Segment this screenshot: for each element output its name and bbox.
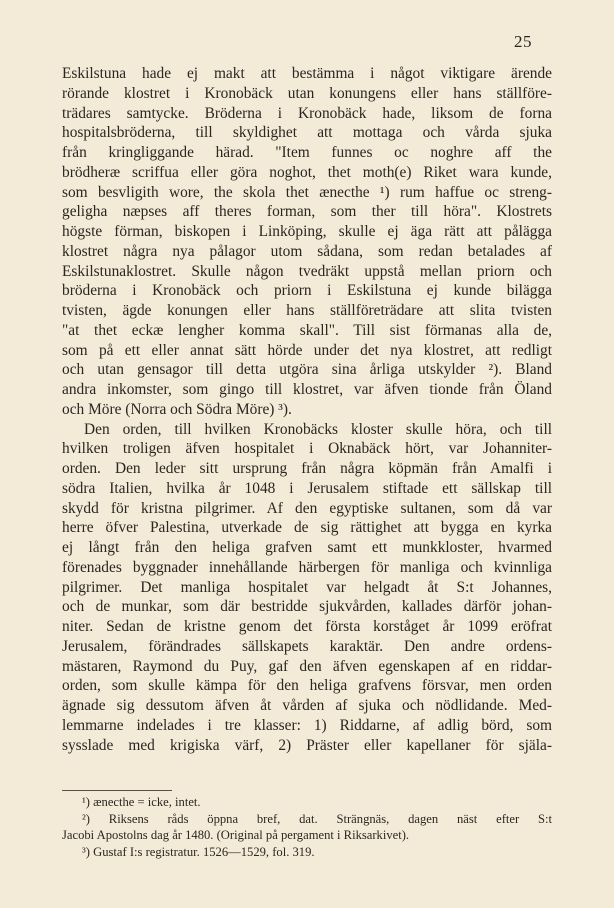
text-line: lemmarne indelades i tre klasser: 1) Riddarne, af adlig börd, som [62,716,552,734]
footnote-line: ¹) ænecthe = icke, intet. [82,795,201,809]
text-line: geligha næpses aff theres forman, som ther till höra". Klostrets [62,203,552,221]
text-line: Eskilstunaklostret. Skulle någon tvedräkt uppstå mellan priorn och [62,262,552,280]
text-line: rörande klostret i Kronobäck utan konungens eller hans ställföre- [62,84,552,102]
text-line: som på ett eller annat sätt hörde under det nya klostret, att redligt [62,341,552,359]
text-line: och Möre (Norra och Södra Möre) ³). [62,400,292,418]
text-line: mästaren, Raymond du Puy, gaf den äfven egenskapen af en riddar- [62,657,552,675]
text-line: "at thet eckæ lengher komma skall". Till sist förmanas alla de, [62,321,552,339]
text-line: högste förman, biskopen i Linköping, skulle ej äga rätt att pålägga [62,223,552,240]
text-line: orden, som skulle kämpa för den heliga grafvens försvar, men orden [62,677,552,695]
footnote-line: ³) Gustaf I:s registratur. 1526—1529, fol. 319. [82,844,315,859]
body-text [62,64,552,755]
text-line: trädares samtycke. Bröderna i Kronobäck hade, liksom de forna [62,104,552,122]
text-line: från kringliggande härad. "Item funnes oc noghre aff the [62,144,552,161]
text-line: tvisten, ägde konungen eller hans ställföreträdare att slita tvisten [62,302,552,319]
footnote-line: Jacobi Apostolns dag år 1480. (Original på pergament i Riksarkivet). [62,828,410,843]
text-line: skydd för kristna pilgrimer. Af den egyptiske sultanen, som då var [62,499,552,517]
text-line: ej långt från den heliga grafven samt ett munkkloster, hvarmed [62,539,552,556]
text-line: andra inkomster, som gingo till klostret, var äfven tionde från Öland [62,381,552,398]
text-line: som besvligith wore, the skola thet ænecthe ¹) rum haffue oc streng- [62,183,552,201]
text-line: södra Italien, hvilka år 1048 i Jerusalem stiftade ett sällskap till [62,479,552,497]
text-line: ägnade sig dessutom äfven åt vården af sjuka och nödlidande. Med- [62,697,552,714]
text-line: hvilken troligen äfven hospitalet i Oknabäck hört, var Johanniter- [62,440,552,458]
text-line: brödheræ scriffua eller göra noghot, thet moth(e) Riket wara kunde, [62,163,552,181]
footnotes [62,794,552,860]
text-line: herre öfver Palestina, utverkade de sig rättighet att bygga en kyrka [62,519,552,537]
text-line: klostret några nya pålagor utom sådana, som redan betalades af [62,242,552,260]
text-line: pilgrimer. Det manliga hospitalet var helgadt åt S:t Johannes, [62,578,552,596]
text-line: hospitalsbröderna, till skyldighet att mottaga och vårda sjuka [62,124,552,142]
text-line: och utan gensagor till detta utgöra sina årliga utskylder ²). Bland [62,361,552,379]
text-line: Eskilstuna hade ej makt att bestämma i något viktigare ärende [62,65,552,82]
page-number: 25 [514,32,532,51]
text-line: Den orden, till hvilken Kronobäcks kloster skulle höra, och till [84,420,552,438]
text-line: niter. Sedan de kristne genom det första korståget år 1099 eröfrat [62,618,552,635]
text-line: förenades byggnader innehållande härbergen för manliga och kvinnliga [62,558,552,576]
text-line: orden. Den leder sitt ursprung från några köpmän från Amalfi i [62,460,552,477]
text-line: bröderna i Kronobäck och priorn i Eskilstuna ej kunde bilägga [62,282,552,300]
text-line: Jerusalem, förändrades sällskapets karaktär. Den andre ordens- [62,637,552,655]
footnote-line: ²) Riksens råds öppna bref, dat. Strängnäs, dagen näst efter S:t [82,811,552,826]
text-line: och de munkar, som där bestridde sjukvården, kallades därför johan- [62,598,552,616]
footnote-divider [62,790,172,791]
text-line: sysslade med krigiska värf, 2) Präster eller kapellaner för själa- [62,736,552,754]
